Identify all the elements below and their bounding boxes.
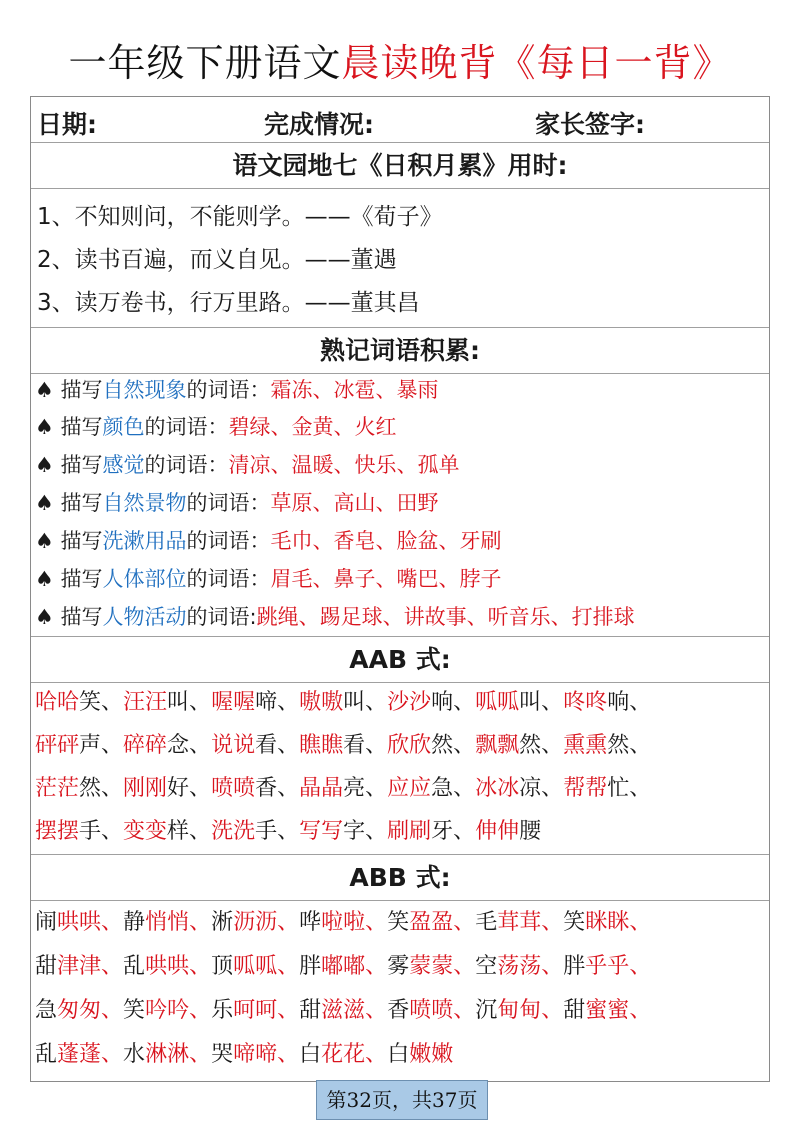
abb-repeat: 淋淋 [145,1042,190,1067]
aab-repeat: 刚刚 [123,776,168,801]
abb-line-1 [35,905,651,936]
section-title-riji: 语文园地七《日积月累》用时: [31,143,769,189]
abb-sep: 、 [365,1042,388,1067]
abb-head: 淅 [211,910,234,935]
aab-tail: 字、 [343,819,388,844]
item-words: 碧绿、金黄、火红 [228,415,397,439]
abb-sep: 、 [189,910,212,935]
aab-tail: 叫、 [167,690,212,715]
aab-tail: 叫、 [519,690,564,715]
abb-sep: 、 [189,998,212,1023]
aab-tail: 看、 [255,733,300,758]
aab-repeat: 沙沙 [387,690,432,715]
aab-tail: 笑、 [79,690,124,715]
abb-head: 胖 [299,954,322,979]
section-title-aab: AAB 式: [31,637,769,683]
abb-repeat: 滋滋 [321,998,366,1023]
abb-repeat: 甸甸 [497,998,542,1023]
item-words: 草原、高山、田野 [270,491,439,515]
item-prefix: ♠ 描写 [35,529,103,553]
item-category: 洗漱用品 [102,529,187,553]
aab-tail: 亮、 [343,776,388,801]
abb-sep: 、 [277,1042,300,1067]
aab-repeat: 呱呱 [475,690,520,715]
abb-head: 胖 [563,954,586,979]
aab-repeat: 嗷嗷 [299,690,344,715]
aab-tail: 样、 [167,819,212,844]
abb-sep: 、 [365,954,388,979]
aab-word-grid [31,683,769,855]
abb-repeat: 啦啦 [321,910,366,935]
abb-sep: 、 [101,954,124,979]
item-prefix: ♠ 描写 [35,415,103,439]
aab-tail: 急、 [431,776,476,801]
abb-head: 笑 [563,910,586,935]
date-label: 日期: [37,110,97,139]
aab-tail: 响、 [607,690,652,715]
poem-line: 3、读万卷书，行万里路。——董其昌 [37,290,420,316]
aab-tail: 忙、 [607,776,652,801]
aab-tail: 好、 [167,776,212,801]
abb-repeat: 荡荡 [497,954,542,979]
item-words: 跳绳、踢足球、讲故事、听音乐、打排球 [256,605,635,629]
aab-line-4 [35,814,541,845]
abb-sep: 、 [277,998,300,1023]
aab-line-3 [35,771,651,802]
abb-repeat: 花花 [321,1042,366,1067]
abb-repeat: 喷喷 [409,998,454,1023]
item-category: 颜色 [102,415,145,439]
aab-repeat: 咚咚 [563,690,608,715]
poem-list [31,189,769,328]
abb-head: 哭 [211,1042,234,1067]
item-category: 人体部位 [102,567,187,591]
abb-sep: 、 [277,954,300,979]
header-row [31,97,769,143]
item-mid: 的词语： [186,491,271,515]
aab-repeat: 喷喷 [211,776,256,801]
aab-repeat: 砰砰 [35,733,80,758]
aab-tail: 响、 [431,690,476,715]
word-item [35,601,635,631]
aab-tail: 叫、 [343,690,388,715]
item-category: 感觉 [102,453,145,477]
abb-head: 水 [123,1042,146,1067]
aab-line-2 [35,728,651,759]
aab-repeat: 变变 [123,819,168,844]
word-item [35,487,439,517]
abb-head: 乐 [211,998,234,1023]
aab-tail: 香、 [255,776,300,801]
abb-repeat: 嫩嫩 [409,1042,454,1067]
item-words: 清凉、温暖、快乐、孤单 [228,453,460,477]
title-red-part: 晨读晚背《每日一背》 [341,41,732,85]
title-black-part: 一年级下册语文 [68,41,342,85]
abb-repeat: 啼啼 [233,1042,278,1067]
item-mid: 的词语： [144,453,229,477]
abb-head: 乱 [123,954,146,979]
abb-head: 沉 [475,998,498,1023]
poem-line: 1、不知则问，不能则学。——《荀子》 [37,204,443,230]
abb-repeat: 匆匆 [57,998,102,1023]
abb-head: 空 [475,954,498,979]
section-title-words: 熟记词语积累: [31,328,769,374]
abb-head: 甜 [35,954,58,979]
item-category: 人物活动 [102,605,187,629]
abb-repeat: 哄哄 [57,910,102,935]
item-words: 毛巾、香皂、脸盆、牙刷 [270,529,502,553]
abb-sep: 、 [453,998,476,1023]
abb-line-2 [35,949,651,980]
aab-tail: 然、 [607,733,652,758]
aab-repeat: 晶晶 [299,776,344,801]
aab-repeat: 哈哈 [35,690,80,715]
abb-line-3 [35,993,651,1024]
item-prefix: ♠ 描写 [35,453,103,477]
abb-repeat: 吟吟 [145,998,190,1023]
aab-repeat: 瞧瞧 [299,733,344,758]
abb-sep: 、 [365,910,388,935]
abb-repeat: 哄哄 [145,954,190,979]
abb-head: 闹 [35,910,58,935]
aab-tail: 手、 [255,819,300,844]
abb-head: 白 [387,1042,410,1067]
abb-head: 顶 [211,954,234,979]
signature-label: 家长签字: [535,110,645,139]
status-label: 完成情况: [264,110,374,139]
aab-repeat: 洗洗 [211,819,256,844]
item-mid: 的词语: [186,605,257,629]
abb-repeat: 呱呱 [233,954,278,979]
abb-sep: 、 [629,954,652,979]
abb-head: 雾 [387,954,410,979]
poem-line: 2、读书百遍，而义自见。——董遇 [37,247,397,273]
word-item [35,563,502,593]
aab-tail: 然、 [79,776,124,801]
aab-tail: 看、 [343,733,388,758]
item-category: 自然现象 [102,378,187,402]
aab-repeat: 碎碎 [123,733,168,758]
abb-repeat: 眯眯 [585,910,630,935]
aab-repeat: 冰冰 [475,776,520,801]
abb-sep: 、 [453,910,476,935]
aab-repeat: 写写 [299,819,344,844]
aab-repeat: 熏熏 [563,733,608,758]
aab-tail: 然、 [519,733,564,758]
abb-sep: 、 [189,1042,212,1067]
item-mid: 的词语： [186,378,271,402]
aab-tail: 念、 [167,733,212,758]
aab-tail: 牙、 [431,819,476,844]
word-category-list [31,374,769,637]
item-prefix: ♠ 描写 [35,491,103,515]
word-item [35,525,502,555]
abb-repeat: 茸茸 [497,910,542,935]
abb-sep: 、 [101,1042,124,1067]
abb-head: 笑 [387,910,410,935]
word-item [35,374,439,404]
word-item [35,449,460,479]
aab-repeat: 刷刷 [387,819,432,844]
aab-repeat: 帮帮 [563,776,608,801]
abb-head: 乱 [35,1042,58,1067]
aab-tail: 腰 [519,819,542,844]
aab-repeat: 汪汪 [123,690,168,715]
abb-sep: 、 [277,910,300,935]
abb-head: 静 [123,910,146,935]
aab-tail: 声、 [79,733,124,758]
item-mid: 的词语： [186,567,271,591]
aab-tail: 手、 [79,819,124,844]
abb-repeat: 津津 [57,954,102,979]
abb-word-grid [31,901,769,1082]
aab-tail: 然、 [431,733,476,758]
section-title-abb: ABB 式: [31,855,769,901]
abb-head: 白 [299,1042,322,1067]
item-words: 眉毛、鼻子、嘴巴、脖子 [270,567,502,591]
abb-sep: 、 [541,954,564,979]
item-prefix: ♠ 描写 [35,605,103,629]
worksheet [30,96,770,1082]
abb-repeat: 沥沥 [233,910,278,935]
abb-line-4 [35,1037,453,1068]
abb-repeat: 悄悄 [145,910,190,935]
page-number-badge: 第32页，共37页 [316,1080,488,1120]
abb-head: 甜 [299,998,322,1023]
aab-repeat: 说说 [211,733,256,758]
abb-head: 笑 [123,998,146,1023]
abb-repeat: 乎乎 [585,954,630,979]
abb-repeat: 嘟嘟 [321,954,366,979]
abb-repeat: 蒙蒙 [409,954,454,979]
item-prefix: ♠ 描写 [35,378,103,402]
abb-sep: 、 [629,998,652,1023]
item-prefix: ♠ 描写 [35,567,103,591]
item-words: 霜冻、冰雹、暴雨 [270,378,439,402]
page-title [0,38,800,88]
abb-sep: 、 [453,954,476,979]
aab-tail: 凉、 [519,776,564,801]
abb-sep: 、 [541,910,564,935]
aab-repeat: 欣欣 [387,733,432,758]
abb-head: 香 [387,998,410,1023]
aab-line-1 [35,685,651,716]
aab-repeat: 摆摆 [35,819,80,844]
item-category: 自然景物 [102,491,187,515]
abb-repeat: 蜜蜜 [585,998,630,1023]
abb-sep: 、 [189,954,212,979]
aab-repeat: 飘飘 [475,733,520,758]
aab-repeat: 茫茫 [35,776,80,801]
abb-sep: 、 [101,998,124,1023]
abb-repeat: 呵呵 [233,998,278,1023]
abb-repeat: 蓬蓬 [57,1042,102,1067]
abb-head: 急 [35,998,58,1023]
abb-head: 甜 [563,998,586,1023]
aab-repeat: 应应 [387,776,432,801]
abb-sep: 、 [101,910,124,935]
aab-repeat: 喔喔 [211,690,256,715]
aab-repeat: 伸伸 [475,819,520,844]
abb-repeat: 盈盈 [409,910,454,935]
abb-sep: 、 [629,910,652,935]
abb-head: 毛 [475,910,498,935]
item-mid: 的词语： [186,529,271,553]
aab-tail: 啼、 [255,690,300,715]
abb-sep: 、 [541,998,564,1023]
item-mid: 的词语： [144,415,229,439]
abb-sep: 、 [365,998,388,1023]
word-item [35,411,397,441]
abb-head: 哗 [299,910,322,935]
